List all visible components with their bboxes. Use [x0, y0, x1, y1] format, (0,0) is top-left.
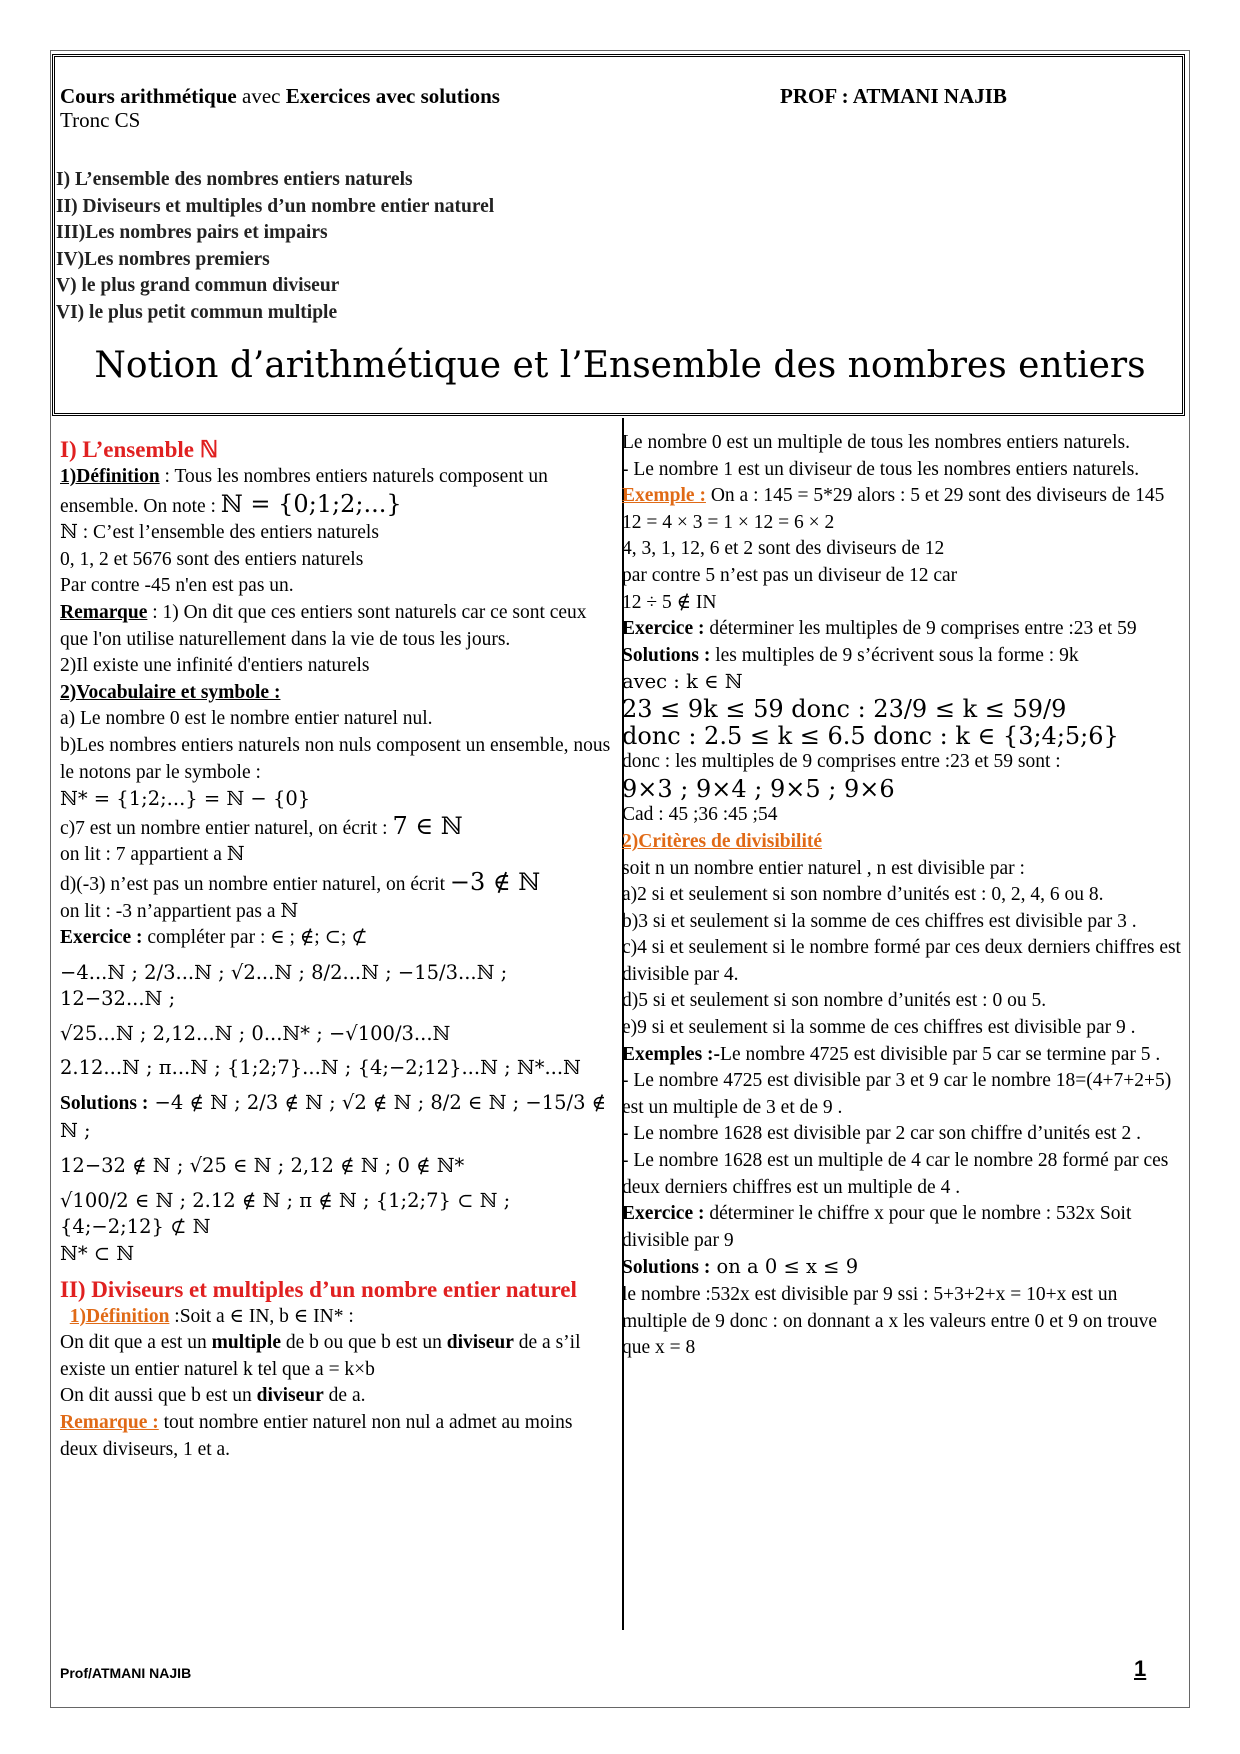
course-heading: Cours arithmétique avec Exercices avec solutions: [60, 84, 500, 108]
text-line: 12 = 4 × 3 = 1 × 12 = 6 × 2: [622, 511, 835, 533]
solutions-3-text: le nombre :532x est divisible par 9 ssi : 5+3+2+x = 10+x est un multiple de 9 donc : on donnant a x les valeurs entre 0 et 9 on trouve que x = 8: [622, 1284, 1158, 1359]
page-title: Notion d’arithmétique et l’Ensemble des nombres entiers: [94, 345, 1146, 386]
remark-2: Remarque : tout nombre entier naturel non nul a admet au moins deux diviseurs, 1 et a.: [60, 1412, 573, 1460]
criteria-item: e)9 si et seulement si la somme de ces chiffres est divisible par 9 .: [622, 1017, 1136, 1039]
left-column: [60, 436, 615, 1463]
toc-item: II) Diviseurs et multiples d’un nombre entier naturel: [56, 195, 495, 217]
math-line: 9×3 ; 9×4 ; 9×5 ; 9×6: [622, 774, 895, 803]
criteria-intro: soit n un nombre entier naturel , n est divisible par :: [622, 857, 1025, 879]
prof-name: PROF : ATMANI NAJIB: [780, 84, 1007, 108]
vocab-d: d)(-3) n’est pas un nombre entier naturel, on écrit −3 ∉ ℕ: [60, 867, 541, 896]
table-of-contents: [56, 167, 494, 326]
definition-2-text: On dit aussi que b est un diviseur de a.: [60, 1385, 366, 1407]
solutions-2: Solutions : les multiples de 9 s’écrivent sous la forme : 9k: [622, 644, 1079, 666]
exercise-1-line: −4...ℕ ; 2/3...ℕ ; √2...ℕ ; 8/2...ℕ ; −15/3...ℕ ; 12−32...ℕ ;: [60, 960, 508, 1011]
right-column: [622, 430, 1182, 1362]
example-item: - Le nombre 4725 est divisible par 3 et 9 car le nombre 18=(4+7+2+5) est un multiple de 3 et de 9 .: [622, 1070, 1172, 1118]
criteria-heading: 2)Critères de divisibilité: [622, 830, 823, 852]
toc-item: VI) le plus petit commun multiple: [56, 301, 338, 323]
example-item: - Le nombre 1628 est un multiple de 4 car le nombre 28 formé par ces deux derniers chiffres est un multiple de 4 .: [622, 1150, 1169, 1198]
vocab-c-read: on lit : 7 appartient a ℕ: [60, 844, 245, 866]
criteria-item: a)2 si et seulement si son nombre d’unités est : 0, 2, 4, 6 ou 8.: [622, 884, 1104, 906]
definition-1: 1)Définition : Tous les nombres entiers naturels composent un ensemble. On note : ℕ = {0;1;2;...}: [60, 466, 548, 518]
exercise-2: Exercice : déterminer les multiples de 9 comprises entre :23 et 59: [622, 618, 1137, 640]
solutions-1: Solutions : −4 ∉ ℕ ; 2/3 ∉ ℕ ; √2 ∉ ℕ ; 8/2 ∈ ℕ ; −15/3 ∉ ℕ ;: [60, 1091, 607, 1142]
exercise-3: Exercice : déterminer le chiffre x pour que le nombre : 532x Soit divisible par 9: [622, 1203, 1132, 1251]
page-number: 1: [1134, 1656, 1147, 1681]
vocab-a: a) Le nombre 0 est le nombre entier naturel nul.: [60, 708, 433, 730]
solutions-3: Solutions : on a 0 ≤ x ≤ 9: [622, 1255, 859, 1279]
toc-item: V) le plus grand commun diviseur: [56, 275, 340, 296]
text-line: - Le nombre 1 est un diviseur de tous les nombres entiers naturels.: [622, 458, 1140, 480]
criteria-item: b)3 si et seulement si la somme de ces chiffres est divisible par 3 .: [622, 910, 1137, 932]
criteria-item: d)5 si et seulement si son nombre d’unités est : 0 ou 5.: [622, 990, 1047, 1012]
example-item: - Le nombre 1628 est divisible par 2 car son chiffre d’unités est 2 .: [622, 1123, 1141, 1145]
footer-author: Prof/ATMANI NAJIB: [60, 1665, 192, 1681]
solutions-1-line: 12−32 ∉ ℕ ; √25 ∈ ℕ ; 2,12 ∉ ℕ ; 0 ∉ ℕ*: [60, 1154, 465, 1178]
example-1: Exemple : On a : 145 = 5*29 alors : 5 et 29 sont des diviseurs de 145: [622, 485, 1165, 507]
text-line: 4, 3, 1, 12, 6 et 2 sont des diviseurs de 12: [622, 538, 945, 560]
toc-item: III)Les nombres pairs et impairs: [56, 222, 328, 243]
definition-2: 1)Définition :Soit a ∈ IN, b ∈ IN* :: [69, 1305, 354, 1327]
section-2-title: II) Diviseurs et multiples d’un nombre entier naturel: [60, 1276, 577, 1302]
exercise-1: Exercice : compléter par : ∈ ; ∉; ⊂; ⊄: [60, 927, 368, 949]
text-line: 12 ÷ 5 ∉ IN: [622, 591, 717, 613]
text-line: 2)Il existe une infinité d'entiers naturels: [60, 655, 370, 677]
definition-2-text: On dit que a est un multiple de b ou que b est un diviseur de a s’il existe un entier naturel k tel que a = k×b: [60, 1332, 581, 1380]
vocab-heading: 2)Vocabulaire et symbole :: [60, 681, 281, 703]
nstar-formula: ℕ* = {1;2;...} = ℕ − {0}: [60, 787, 311, 811]
text-line: ℕ : C’est l’ensemble des entiers naturels: [60, 522, 379, 544]
exercise-1-line: 2.12...ℕ ; π...ℕ ; {1;2;7}...ℕ ; {4;−2;12}...ℕ ; ℕ*...ℕ: [60, 1056, 581, 1080]
math-line: avec : k ∈ ℕ: [622, 670, 743, 694]
math-line: 23 ≤ 9k ≤ 59 donc : 23/9 ≤ k ≤ 59/9: [622, 694, 1067, 723]
vocab-b: b)Les nombres entiers naturels non nuls composent un ensemble, nous le notons par le symbole :: [60, 734, 611, 783]
section-1-title: I) L’ensemble ℕ: [60, 437, 219, 462]
level-label: Tronc CS: [60, 108, 141, 132]
solutions-1-line: ℕ* ⊂ ℕ: [60, 1242, 135, 1266]
toc-item: IV)Les nombres premiers: [56, 248, 270, 270]
remark-1: Remarque : 1) On dit que ces entiers sont naturels car ce sont ceux que l'on utilise naturellement dans la vie de tous les jours.: [60, 601, 587, 650]
text-line: Par contre -45 n'en est pas un.: [60, 575, 294, 597]
text-line: Cad : 45 ;36 :45 ;54: [622, 804, 778, 826]
text-line: Le nombre 0 est un multiple de tous les nombres entiers naturels.: [622, 432, 1130, 453]
toc-item: I) L’ensemble des nombres entiers naturels: [56, 169, 413, 190]
solutions-1-line: √100/2 ∈ ℕ ; 2.12 ∉ ℕ ; π ∉ ℕ ; {1;2;7} ⊂ ℕ ; {4;−2;12} ⊄ ℕ: [60, 1188, 511, 1239]
math-line: donc : 2.5 ≤ k ≤ 6.5 donc : k ∈ {3;4;5;6}: [622, 721, 1119, 750]
text-line: 0, 1, 2 et 5676 sont des entiers naturels: [60, 548, 364, 570]
text-line: par contre 5 n’est pas un diviseur de 12 car: [622, 564, 958, 586]
examples: Exemples :-Le nombre 4725 est divisible par 5 car se termine par 5 .: [622, 1043, 1161, 1065]
vocab-c: c)7 est un nombre entier naturel, on écrit : 7 ∈ ℕ: [60, 811, 463, 840]
criteria-item: c)4 si et seulement si le nombre formé par ces deux derniers chiffres est divisible par 4.: [622, 937, 1181, 985]
exercise-1-line: √25...ℕ ; 2,12...ℕ ; 0...ℕ* ; −√100/3...ℕ: [60, 1021, 451, 1045]
vocab-d-read: on lit : -3 n’appartient pas a ℕ: [60, 900, 299, 922]
text-line: donc : les multiples de 9 comprises entre :23 et 59 sont :: [622, 751, 1061, 773]
